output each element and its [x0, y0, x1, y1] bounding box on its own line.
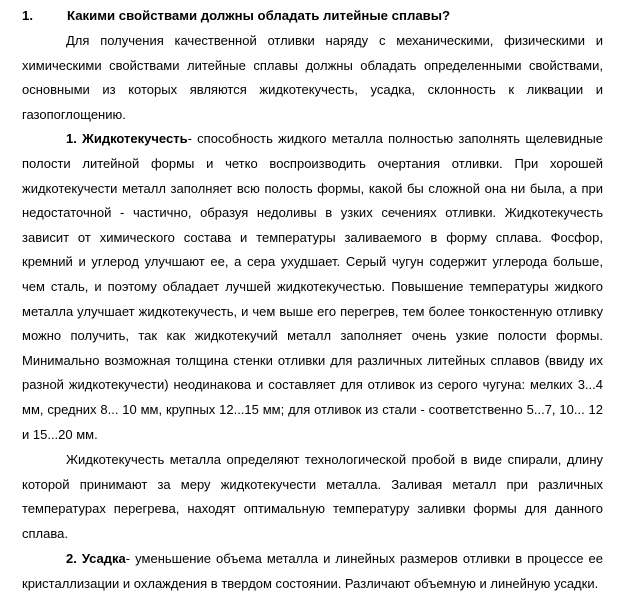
fluidity-term: 1. Жидкотекучесть: [66, 131, 188, 147]
question-heading: [22, 6, 603, 26]
shrinkage-definition: - уменьшение объема металла и линейных размеров отливки в процессе ее кристаллизации и охлаждения в твердом состоянии. Различают объемную и линейную усадки.: [22, 551, 603, 592]
shrinkage-term: 2. Усадка: [66, 551, 126, 567]
intro-paragraph: Для получения качественной отливки наряду с механическими, физическими и химическими свойствами литейные сплавы должны обладать определенными свойствами, основными из которых являются жидкотекучесть, усадка, склонность к ликвации и газопоглощению.: [22, 33, 603, 122]
fluidity-definition: - способность жидкого металла полностью заполнять щелевидные полости литейной формы и четко воспроизводить очертания отливки. При хорошей жидкотекучести металл заполняет всю полость формы, какой бы сложной она ни была, а при недостаточной - частично, образуя недоливы в узких сечениях отливки. Жидкотекучесть зависит от химического состава и температуры заливаемого в форму сплава. Фосфор, кремний и углерод улучшают ее, а сера ухудшает. Серый чугун содержит углерода больше, чем сталь, и поэтому обладает лучшей жидкотекучестью. Повышение температуры жидкого металла улучшает жидкотекучесть, и чем выше его перегрев, тем более тонкостенную отливку можно получить, так как жидкотекучий металл заполняет очень узкие полости формы. Минимально возможная толщина стенки отливки для различных литейных сплавов (ввиду их разной жидкотекучести) неодинакова и составляет для отливок из серого чугуна: мелких 3...4 мм, средних 8... 10 мм, крупных 12...15 мм; для отливок из стали - соответственно 5...7, 10... 12 и 15...20 мм.: [22, 131, 603, 442]
shrinkage-paragraph: [22, 547, 603, 596]
fluidity-test-paragraph: Жидкотекучесть металла определяют технологической пробой в виде спирали, длину которой принимают за меру жидкотекучести металла. Заливая металл при различных температурах перегрева, находят оптимальную температуру заливки формы для данного сплава.: [22, 452, 603, 541]
fluidity-paragraph: [22, 127, 603, 447]
question-title: Какими свойствами должны обладать литейные сплавы?: [67, 8, 451, 23]
question-number: 1.: [22, 8, 33, 23]
